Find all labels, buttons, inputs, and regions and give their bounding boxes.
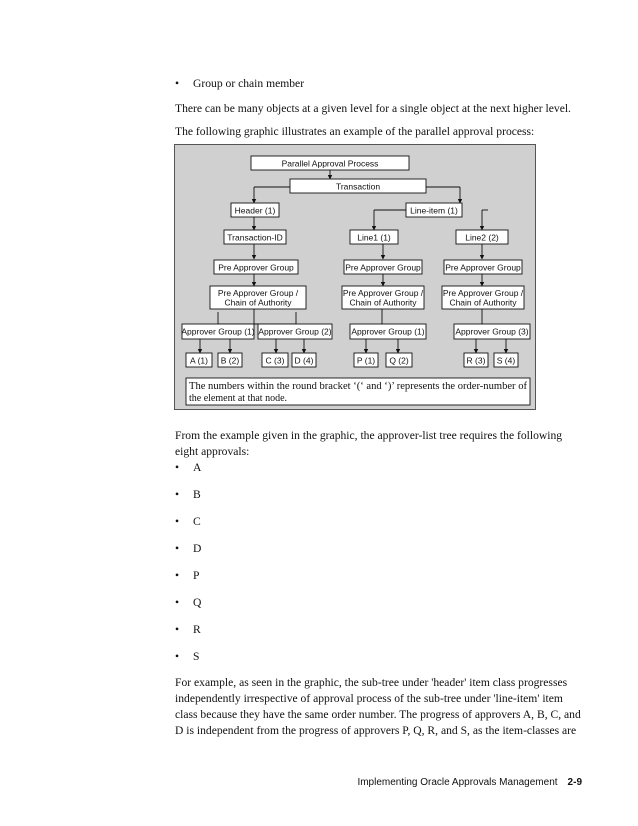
label-pre-chain-line1-2: Chain of Authority [349, 297, 417, 308]
label-leaf-p: P (1) [356, 355, 376, 366]
label-line2: Line2 (2) [465, 232, 499, 243]
list-item: • A [175, 461, 202, 474]
footer-title: Implementing Oracle Approvals Management [357, 777, 558, 788]
label-approver-group-2-header: Approver Group (2) [258, 326, 332, 337]
bullet-group-or-chain-member: • Group or chain member [175, 77, 305, 90]
label-pre-chain-line1-1: Pre Approver Group / [342, 288, 424, 298]
list-item: • C [175, 515, 201, 528]
label-approver-group-1-line1: Approver Group (1) [351, 326, 425, 337]
list-item: • B [175, 488, 201, 501]
label-pre-approver-line2: Pre Approver Group [445, 262, 521, 273]
label-pre-approver-line1: Pre Approver Group [345, 262, 421, 273]
label-title: Parallel Approval Process [281, 158, 379, 169]
label-transaction: Transaction [335, 181, 381, 192]
label-leaf-r: R (3) [466, 355, 486, 366]
list-item: • P [175, 569, 200, 582]
label-pre-chain-line2-1: Pre Approver Group / [442, 288, 524, 298]
label-leaf-d: D (4) [294, 355, 314, 366]
list-item: • Q [175, 596, 202, 609]
label-pre-approver-header: Pre Approver Group [218, 262, 294, 273]
parallel-approval-diagram [174, 144, 536, 410]
note-line-1: The numbers within the round bracket ‘(‘ and ‘)’ represents the order-number of [189, 381, 528, 392]
label-pre-chain-header-2: Chain of Authority [224, 297, 292, 308]
page-number: 2-9 [567, 777, 582, 788]
label-transaction-id: Transaction-ID [227, 232, 283, 243]
paragraph-objects-per-level: There can be many objects at a given level for a single object at the next higher level. [175, 102, 571, 115]
label-header: Header (1) [234, 205, 276, 216]
label-leaf-c: C (3) [265, 355, 285, 366]
paragraph-graphic-intro: The following graphic illustrates an example of the parallel approval process: [175, 125, 535, 138]
label-line-item: Line-item (1) [410, 205, 458, 216]
label-leaf-a: A (1) [190, 355, 208, 366]
note-line-2: the element at that node. [189, 393, 288, 404]
page-footer [357, 777, 582, 788]
list-item: • D [175, 542, 202, 555]
label-pre-chain-line2-2: Chain of Authority [449, 297, 517, 308]
paragraph-eight-approvals: From the example given in the graphic, the approver-list tree requires the following eight approvals: [175, 429, 563, 458]
list-item: • R [175, 623, 201, 636]
label-leaf-b: B (2) [220, 355, 240, 366]
paragraph-subtree-example: For example, as seen in the graphic, the sub-tree under 'header' item class progresses independently irrespective of approval process of the sub-tree under 'line-item' item class because they have the same order number. The progress of approvers A, B, C, and D is independent from the progress of approvers P, Q, R, and S, as the item-classes are [175, 676, 581, 737]
list-item: • S [175, 650, 200, 663]
label-line1: Line1 (1) [357, 232, 391, 243]
label-leaf-s: S (4) [496, 355, 516, 366]
label-approver-group-3-line2: Approver Group (3) [455, 326, 529, 337]
label-approver-group-1-header: Approver Group (1) [181, 326, 255, 337]
label-pre-chain-header-1: Pre Approver Group / [217, 288, 299, 298]
label-leaf-q: Q (2) [389, 355, 409, 366]
